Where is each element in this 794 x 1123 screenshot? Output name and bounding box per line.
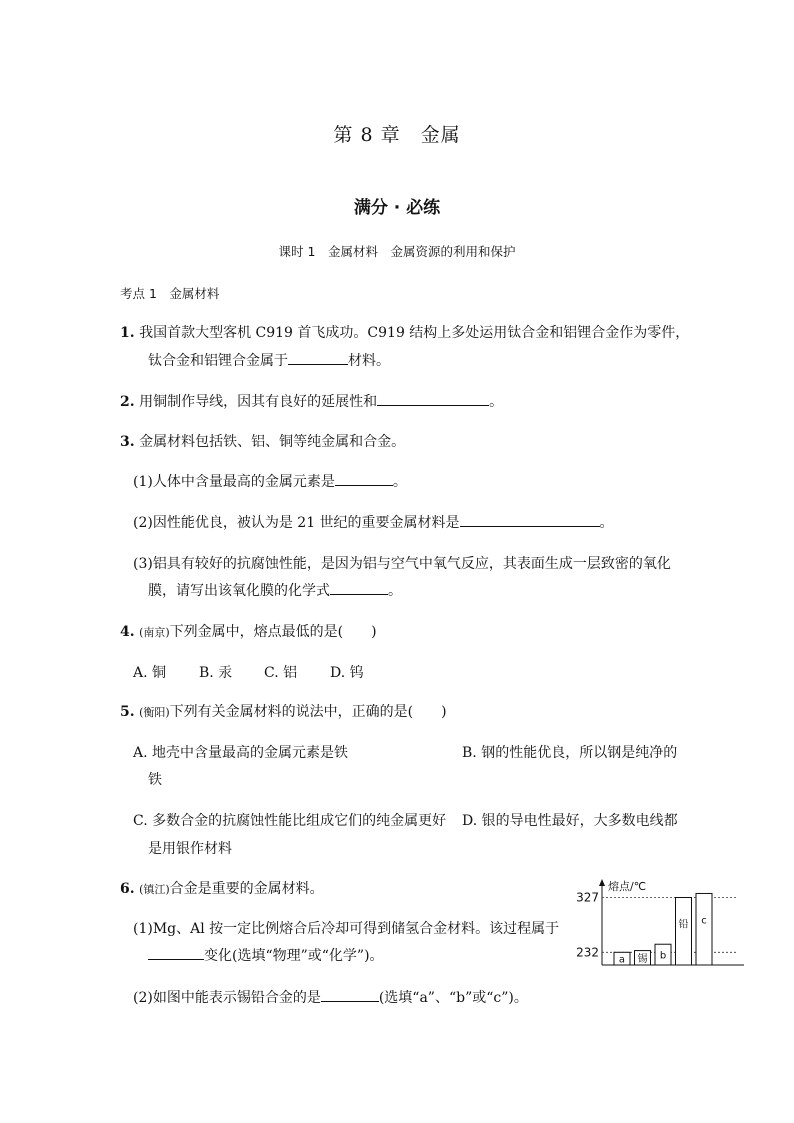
question-source: (镇江) <box>139 883 170 896</box>
question-text: (选填“a”、“b”或“c”)。 <box>378 990 528 1006</box>
question-5-stem <box>120 701 447 721</box>
option-d[interactable]: D. 银的导电性最好，大多数电线都 <box>462 813 678 829</box>
question-number: 1. <box>120 325 135 341</box>
question-text: 我国首款大型客机 C919 首飞成功。C919 结构上多处运用钛合金和铝锂合金作为零件， <box>139 325 690 341</box>
question-6-sub-2 <box>133 987 528 1007</box>
answer-blank[interactable] <box>330 580 388 595</box>
bar-5 <box>696 893 712 965</box>
question-number: 3. <box>120 434 135 450</box>
bar-label: 铅 <box>678 919 689 931</box>
option-a[interactable]: A. 铜 <box>133 665 167 681</box>
y-axis-arrow <box>599 879 605 886</box>
question-text: 膜，请写出该氧化膜的化学式 <box>148 583 330 599</box>
question-number: 5. <box>120 704 135 720</box>
y-axis-label: 熔点/℃ <box>608 880 647 893</box>
question-1-line-2 <box>148 350 390 370</box>
question-6-sub-1-line-1: (1)Mg、Al 按一定比例熔合后冷却可得到储氢合金材料。该过程属于 <box>133 921 560 937</box>
question-text: 。 <box>392 474 407 490</box>
question-text: 。 <box>599 515 614 531</box>
option-c[interactable]: C. 多数合金的抗腐蚀性能比组成它们的纯金属更好 <box>133 813 447 829</box>
bar-label: b <box>659 950 667 962</box>
melting-point-chart <box>572 872 752 972</box>
answer-blank[interactable] <box>335 471 393 486</box>
question-3-stem <box>120 431 405 451</box>
topic-heading: 考点 1 金属材料 <box>120 286 220 301</box>
question-number: 4. <box>120 624 135 640</box>
answer-blank[interactable] <box>460 512 600 527</box>
question-text: 。 <box>388 583 402 599</box>
question-3-sub-3-line-2 <box>148 580 402 600</box>
answer-blank[interactable] <box>321 987 379 1002</box>
question-3-sub-1 <box>133 471 407 491</box>
question-6-sub-1-line-2 <box>148 945 384 965</box>
question-text: 下列金属中，熔点最低的是( ) <box>169 624 377 640</box>
question-2 <box>120 391 503 411</box>
question-text: 合金是重要的金属材料。 <box>169 881 324 897</box>
question-text: (2)因性能优良，被认为是 21 世纪的重要金属材料是 <box>133 515 460 531</box>
page-title: 第 8 章 金属 <box>333 124 461 146</box>
question-4-stem <box>120 621 377 641</box>
bar-label: a <box>618 954 626 966</box>
question-source: (南京) <box>139 626 170 639</box>
question-text: 钛合金和铝锂合金属于 <box>148 353 288 369</box>
question-text: (2)如图中能表示锡铅合金的是 <box>133 990 321 1006</box>
question-text: 材料。 <box>348 353 390 369</box>
section-subtitle: 满分 · 必练 <box>353 198 441 218</box>
question-number: 6. <box>120 881 135 897</box>
option-c[interactable]: C. 铝 <box>264 665 298 681</box>
answer-blank[interactable] <box>148 945 204 960</box>
question-number: 2. <box>120 394 135 410</box>
option-d-continued: 是用银作材料 <box>148 841 232 857</box>
question-text: 下列有关金属材料的说法中，正确的是( ) <box>169 704 447 720</box>
question-text: 用铜制作导线，因其有良好的延展性和 <box>139 394 378 410</box>
answer-blank[interactable] <box>288 350 348 365</box>
question-source: (衡阳) <box>139 706 170 719</box>
question-text: 。 <box>489 394 504 410</box>
y-tick-label: 327 <box>576 890 599 905</box>
question-3-sub-3-line-1: (3)铝具有较好的抗腐蚀性能，是因为铝与空气中氧气反应，其表面生成一层致密的氧化 <box>133 556 671 572</box>
question-text: (1)人体中含量最高的金属元素是 <box>133 474 335 490</box>
bar-label: 锡 <box>637 953 648 965</box>
question-3-sub-2 <box>133 512 614 532</box>
option-b[interactable]: B. 汞 <box>199 665 233 681</box>
option-b[interactable]: B. 钢的性能优良，所以钢是纯净的 <box>462 745 678 761</box>
question-text: 变化(选填“物理”或“化学”)。 <box>204 948 384 964</box>
bar-label: c <box>701 915 707 927</box>
bar-4 <box>676 898 692 966</box>
option-a[interactable]: A. 地壳中含量最高的金属元素是铁 <box>133 745 349 761</box>
lesson-heading: 课时 1 金属材料 金属资源的利用和保护 <box>278 244 516 259</box>
question-6-stem <box>120 878 324 898</box>
answer-blank[interactable] <box>377 391 489 406</box>
question-text: 金属材料包括铁、铝、铜等纯金属和合金。 <box>139 434 406 450</box>
option-d[interactable]: D. 钨 <box>330 665 364 681</box>
question-1-line-1 <box>120 322 689 342</box>
y-tick-label: 232 <box>576 945 599 960</box>
option-b-continued: 铁 <box>148 772 162 788</box>
